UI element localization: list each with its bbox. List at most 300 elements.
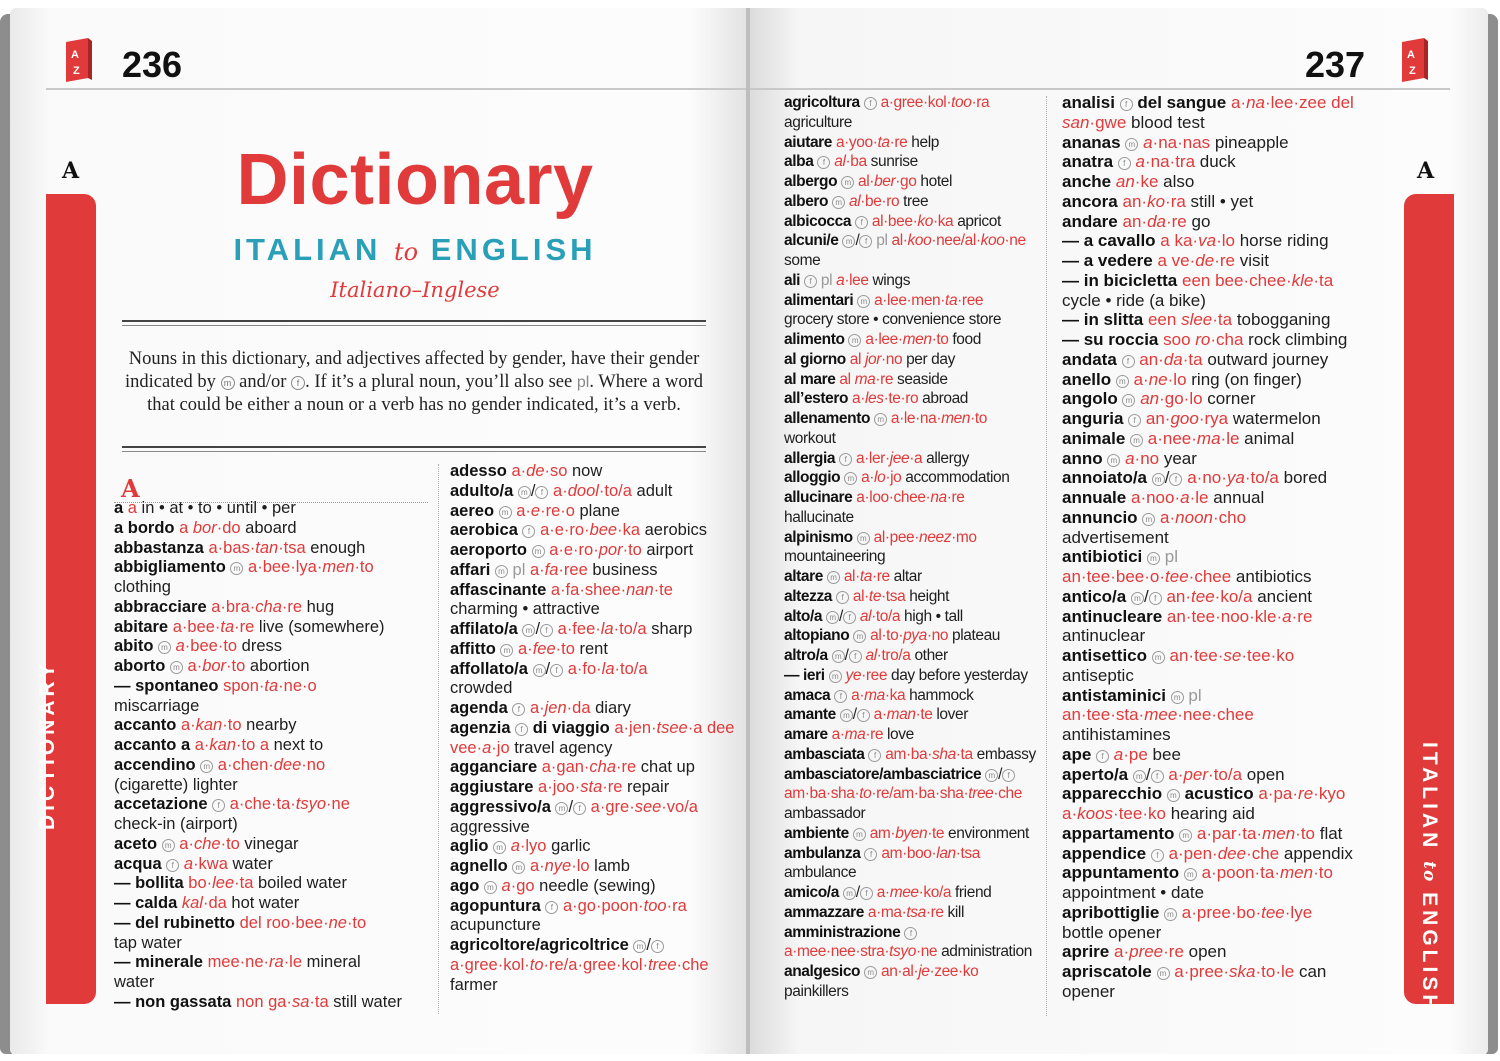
pronunciation: ·re	[1214, 251, 1235, 270]
intro-text-4: . Where a word that could be either a noun or a verb has no gender indicated, it’s a verb.	[147, 371, 704, 415]
headword: abbigliamento	[114, 558, 226, 577]
pronunciation: a·	[851, 390, 865, 408]
pronunciation-stress: kle	[1291, 270, 1314, 290]
gender-badge: f	[1118, 157, 1131, 170]
entry-line	[114, 736, 434, 756]
pronunciation: ·so	[544, 462, 568, 480]
pronunciation-stress: kan	[195, 716, 223, 735]
pronunciation: ·jo	[491, 738, 510, 757]
gender-badge: m	[874, 413, 887, 426]
dictionary-column	[114, 499, 434, 1013]
gender-badge: f	[857, 709, 870, 722]
pronunciation: ·re	[234, 617, 255, 636]
pronunciation: a·	[1230, 93, 1247, 112]
pronunciation: an·	[1166, 586, 1192, 606]
entry-line	[1062, 745, 1392, 765]
entry-line	[1062, 824, 1392, 844]
pronunciation-stress: mee	[889, 884, 919, 901]
pronunciation-stress: a	[510, 837, 520, 856]
pronunciation: a·e·ro·	[549, 541, 599, 559]
pronunciation: ·ka	[932, 212, 954, 230]
entry-line	[1062, 291, 1392, 311]
pronunciation: ·to/a	[614, 659, 648, 678]
entry-text: duck	[1195, 152, 1236, 172]
gender-badge: m	[633, 940, 646, 953]
pronunciation-stress: sa	[291, 992, 310, 1011]
pronunciation: an·al·	[880, 963, 919, 980]
entry-text: high • tall	[900, 607, 963, 625]
gender-badge: f	[1151, 849, 1164, 862]
pronunciation-stress: a	[1282, 606, 1292, 626]
pronunciation: an·	[1122, 191, 1148, 211]
entry-line	[1062, 310, 1392, 330]
pronunciation: een	[1147, 310, 1182, 330]
entry-line	[784, 133, 1044, 153]
headword: abito	[114, 637, 154, 656]
entry-line	[450, 600, 730, 620]
pronunciation: ·ko/a	[1214, 586, 1253, 606]
pronunciation: a·e·ro·	[540, 521, 590, 540]
entry-line	[450, 640, 730, 660]
entry-line	[450, 798, 730, 818]
pronunciation: ·to·le	[1255, 962, 1295, 981]
headword: — calda	[114, 894, 178, 912]
gender-badge: f	[1128, 414, 1141, 427]
pronunciation: del roo·bee·	[239, 913, 329, 932]
pronunciation: al	[839, 370, 855, 388]
headword: — non gassata	[114, 992, 232, 1011]
pronunciation: a ka·	[1160, 231, 1199, 251]
pronunciation: vee·	[450, 738, 483, 757]
entry-line	[784, 646, 1044, 666]
pronunciation: ·to	[555, 639, 575, 658]
pronunciation: al	[849, 350, 865, 368]
gender-badge: m	[1167, 789, 1180, 802]
thumb-tab-italian-to-english	[1404, 194, 1454, 1014]
entry-text: hug	[302, 597, 335, 616]
pronunciation: ·ne	[326, 795, 350, 814]
gender-badge: m	[162, 839, 175, 852]
entry-text: kill	[943, 903, 965, 921]
headword: all’estero	[784, 390, 849, 408]
headword: aereo	[450, 501, 495, 520]
gender-badge: m	[1184, 868, 1197, 881]
pronunciation: ·bee·to	[184, 637, 238, 656]
gender-badge: m	[832, 650, 845, 663]
pronunciation: am·	[869, 824, 896, 842]
entry-line	[784, 113, 1044, 133]
headword: affitto	[450, 639, 496, 658]
pronunciation: ·ree	[861, 666, 888, 684]
entry-text: cycle • ride (a bike)	[1062, 290, 1206, 310]
gender-badge: f	[1151, 770, 1164, 783]
headword: aiutare	[784, 133, 833, 151]
pronunciation: ·to/a	[613, 620, 647, 638]
pronunciation: ·to a	[236, 736, 270, 754]
pronunciation-stress: too	[643, 896, 667, 915]
headword: alba	[784, 153, 814, 171]
pronunciation: ·re	[1163, 942, 1184, 962]
pronunciation-stress: jen	[544, 699, 567, 717]
gender-badge: m	[200, 760, 213, 773]
pronunciation: ·ne	[915, 943, 938, 961]
pronunciation: ·ba	[845, 153, 867, 171]
entry-line	[1062, 923, 1392, 943]
pronunciation: ·na·tra	[1144, 152, 1196, 172]
entry-line	[1062, 883, 1392, 903]
entry-line	[784, 330, 1044, 350]
headword: accetazione	[114, 795, 208, 814]
entry-line	[114, 637, 434, 657]
subtitle-to-word: to	[394, 238, 419, 266]
gender-badge: m	[985, 769, 998, 782]
pronunciation: ·lyo	[519, 837, 547, 856]
dictionary-column	[450, 462, 735, 995]
entry-text: /	[1143, 586, 1149, 606]
pronunciation-stress: sta	[580, 778, 603, 796]
pronunciation: ·re	[865, 726, 884, 743]
entry-text: antihistamines	[1062, 725, 1171, 744]
column-divider	[438, 464, 439, 1014]
pronunciation: ·to/a	[871, 607, 901, 625]
pronunciation-stress: to	[529, 955, 544, 974]
pronunciation: a·ler·	[855, 449, 890, 467]
headword: abbracciare	[114, 597, 207, 616]
headword: aglio	[450, 837, 489, 856]
headword: appuntamento	[1062, 863, 1180, 883]
pronunciation: ·re·o	[540, 501, 575, 520]
pronunciation: ·to/a	[598, 481, 632, 500]
pronunciation: ·le	[1220, 428, 1240, 448]
pronunciation-stress: men	[322, 558, 355, 577]
entry-line	[450, 739, 730, 759]
entry-line	[784, 93, 1044, 113]
pronunciation-stress: noon	[1175, 507, 1213, 527]
pronunciation: ·re/a·gree·kol·	[543, 955, 649, 974]
pronunciation: ·tro/a	[876, 647, 911, 664]
entry-text: travel agency	[509, 738, 613, 757]
entry-line	[114, 539, 434, 559]
headword: ape	[1062, 744, 1092, 764]
a-z-book-icon	[62, 36, 96, 84]
entry-line	[1062, 152, 1392, 172]
entry-text: tobogganing	[1232, 310, 1331, 330]
gender-badge: m	[522, 624, 535, 637]
pronunciation: a·	[180, 716, 196, 735]
entry-text: painkillers	[784, 982, 849, 1000]
gender-badge: m	[848, 334, 861, 347]
entry-text: /	[855, 884, 860, 901]
headword: — su roccia	[1062, 330, 1159, 349]
entry-text: now	[567, 462, 603, 480]
entry-text: love	[883, 726, 914, 743]
entry-line	[114, 953, 434, 973]
gender-badge: f	[817, 156, 830, 169]
gender-badge: m	[1142, 513, 1155, 526]
pronunciation: ·no	[880, 350, 903, 368]
thumb-tab-label: DICTIONARY	[36, 660, 59, 830]
entry-line	[784, 291, 1044, 311]
entry-text	[1147, 646, 1152, 665]
headword: albergo	[784, 173, 838, 190]
gender-badge: m	[864, 966, 877, 979]
headword: altopiano	[784, 627, 850, 645]
entry-text: nearby	[241, 716, 297, 735]
entry-line	[784, 508, 1044, 528]
entry-text: food	[948, 331, 981, 348]
pronunciation: a·	[194, 736, 210, 754]
pronunciation: an·	[1122, 211, 1148, 231]
headword: andare	[1062, 211, 1118, 231]
entry-line	[1062, 528, 1392, 548]
entry-text: dress	[237, 637, 283, 656]
headword: — spontaneo	[114, 676, 219, 695]
pronunciation: ·ra	[971, 94, 990, 111]
gender-badge: f	[515, 723, 528, 736]
headword: affilato/a	[450, 620, 518, 638]
pronunciation: ·re/am·ba·sha·	[871, 785, 969, 803]
headword: affollato/a	[450, 659, 528, 678]
pronunciation: a·gree·kol·	[880, 94, 952, 111]
letter-marker: A	[62, 158, 80, 184]
header-rule	[46, 88, 748, 90]
headword: apribottiglie	[1062, 902, 1160, 922]
entry-line	[450, 818, 730, 838]
headword: alloggio	[784, 469, 841, 487]
entry-text: /	[852, 706, 857, 724]
pronunciation: al·	[843, 568, 860, 585]
page-title: Dictionary	[236, 140, 594, 220]
entry-line	[784, 409, 1044, 429]
entry-line	[1062, 765, 1392, 785]
pronunciation-stress: dee	[273, 755, 302, 774]
entry-text: hammock	[905, 686, 974, 704]
gender-badge: m	[499, 506, 512, 519]
gender-badge: m	[826, 611, 839, 624]
entry-text: charming • attractive	[450, 600, 600, 619]
entry-line	[784, 429, 1044, 449]
pronunciation: am·ba·sha·	[784, 785, 860, 803]
gender-badge: f	[545, 901, 558, 914]
gender-badge: m	[853, 630, 866, 643]
entry-text: water	[227, 854, 273, 873]
pronunciation: a·chen·	[217, 755, 274, 774]
entry-line	[784, 212, 1044, 232]
gender-badge: m	[841, 176, 854, 189]
entry-text: antiseptic	[1062, 665, 1134, 685]
headword: allucinare	[784, 489, 853, 506]
pronunciation: a·poon·ta·	[1201, 863, 1281, 883]
headword: agenda	[450, 699, 508, 717]
headword: al mare	[784, 370, 836, 388]
entry-line	[784, 370, 1044, 390]
pronunciation: ·no	[301, 755, 326, 774]
entry-text: live (somewhere)	[254, 617, 385, 636]
gender-badge: m	[827, 571, 840, 584]
headword: appartamento	[1062, 823, 1175, 843]
entry-text: water	[114, 973, 155, 991]
tab-target-language: ENGLISH	[1418, 892, 1441, 1014]
pronunciation: a·	[876, 884, 890, 901]
pronunciation-stress: ta	[264, 676, 279, 695]
pronunciation: al·pee·	[873, 528, 920, 546]
pronunciation: a·pa·	[1258, 784, 1299, 804]
entry-line	[784, 172, 1044, 192]
entry-line	[784, 468, 1044, 488]
pronunciation-stress: ye	[845, 666, 862, 684]
entry-text: open	[1183, 942, 1227, 962]
pronunciation: ·lo	[1167, 369, 1187, 389]
entry-text: some	[784, 252, 821, 269]
entry-text	[825, 667, 829, 684]
headword: aperto/a	[1062, 764, 1129, 784]
pronunciation: a·jen·	[614, 718, 657, 737]
entry-line	[1062, 251, 1392, 271]
pronunciation-stress: les	[864, 390, 884, 408]
letter-marker: A	[1417, 158, 1435, 184]
pronunciation-stress: men	[941, 410, 971, 427]
headword: albero	[784, 192, 829, 210]
pronunciation-stress: tree	[648, 955, 677, 974]
svg-text:Z: Z	[73, 65, 80, 77]
pronunciation: a·	[529, 699, 545, 717]
pronunciation-stress: a	[1135, 152, 1145, 172]
pronunciation-stress: lee	[212, 874, 235, 893]
headword: aggiustare	[450, 778, 534, 796]
pronunciation: ·re	[946, 489, 965, 506]
entry-line	[1062, 271, 1392, 291]
headword: antisettico	[1062, 646, 1148, 665]
pronunciation-stress: la	[601, 659, 615, 678]
entry-text: airport	[641, 541, 694, 559]
pronunciation: a·	[187, 657, 203, 675]
pronunciation: ·re	[602, 778, 623, 796]
pronunciation: an·	[1145, 409, 1171, 428]
headword: allergia	[784, 449, 836, 467]
entry-line	[784, 942, 1044, 962]
entry-text: bored	[1278, 468, 1328, 488]
pronunciation: ·to	[1295, 823, 1315, 843]
entry-text: /	[530, 481, 536, 500]
tab-source-language: ITALIAN	[1418, 742, 1441, 852]
pronunciation-stress: ber	[874, 173, 896, 190]
entry-line	[784, 152, 1044, 172]
intro-text-2: and/or	[239, 371, 287, 392]
entry-text: /	[535, 620, 541, 638]
page-number: 236	[122, 44, 183, 85]
entry-line	[784, 784, 1044, 804]
pronunciation-stress: koo	[907, 232, 932, 250]
pronunciation: a·	[529, 560, 545, 579]
pronunciation-stress: tsyo	[295, 795, 327, 814]
entry-text: abortion	[245, 657, 310, 675]
headword: alto/a	[784, 607, 823, 625]
pronunciation: a·bra·	[211, 597, 256, 616]
headword: allenamento	[784, 410, 871, 427]
gender-badge: m	[518, 486, 531, 499]
intro-paragraph	[124, 348, 704, 417]
entry-text: rock climbing	[1243, 330, 1348, 349]
entry-line	[450, 620, 730, 640]
pronunciation: ·to	[226, 657, 246, 675]
entry-line	[784, 765, 1044, 785]
entry-line	[784, 626, 1044, 646]
headword: — del rubinetto	[114, 913, 235, 932]
pronunciation: a·	[1113, 942, 1130, 962]
entry-text: lamb	[589, 857, 630, 875]
pronunciation-stress: an	[1115, 172, 1135, 191]
gender-badge: m	[853, 828, 866, 841]
headword: annuncio	[1062, 507, 1138, 527]
pronunciation-stress: a	[482, 738, 492, 757]
gender-badge: m	[158, 641, 171, 654]
entry-line	[450, 581, 730, 601]
pronunciation: ·no	[926, 627, 949, 645]
pronunciation: a·	[831, 726, 845, 743]
pronunciation: a·	[861, 469, 875, 487]
pronunciation: a·gan·	[541, 758, 590, 777]
pronunciation: ·le	[283, 953, 303, 972]
pronunciation: ·ta	[1212, 310, 1233, 330]
pronunciation: ·na·nas	[1152, 132, 1211, 152]
entry-text: chat up	[636, 758, 695, 777]
entry-line	[1062, 587, 1392, 607]
entry-line	[114, 973, 434, 993]
pronunciation-stress: cha	[589, 758, 617, 777]
pronunciation: a·nee·	[1147, 428, 1197, 448]
pronunciation-stress: tsyo	[889, 943, 916, 961]
headword: albicocca	[784, 212, 852, 230]
entry-line	[1062, 646, 1392, 666]
pronunciation-stress: fee	[532, 639, 556, 658]
pronunciation-stress: an	[1140, 389, 1160, 409]
gender-badge: f	[868, 749, 881, 762]
pronunciation: al·	[858, 173, 875, 190]
pronunciation: ·lye	[1284, 902, 1313, 922]
entry-text: aggressive	[450, 817, 530, 836]
gender-badge: f	[1002, 769, 1015, 782]
pronunciation-stress: see	[634, 797, 662, 816]
pronunciation: ·ra	[1165, 191, 1186, 211]
pronunciation: ·cho	[1212, 507, 1247, 527]
entry-line	[784, 310, 1044, 330]
entry-line	[450, 976, 730, 996]
entry-text: tap water	[114, 933, 182, 952]
entry-text: /	[1164, 468, 1170, 488]
entry-text: help	[907, 133, 940, 151]
pronunciation-stress: pree	[1129, 942, 1164, 962]
headword: amaca	[784, 686, 831, 704]
divider-rule	[122, 446, 706, 452]
pronunciation-stress: man	[886, 706, 916, 724]
pronunciation-stress: ska	[1229, 962, 1256, 981]
pronunciation: ·cha	[1210, 330, 1244, 349]
pronunciation: ·ree	[558, 560, 588, 579]
pronunciation: ·le	[1189, 488, 1209, 507]
gender-badge: m	[532, 545, 545, 558]
pronunciation: ·lee·zee del	[1264, 93, 1354, 112]
plural-marker: pl	[1164, 547, 1178, 567]
header-rule	[750, 88, 1450, 90]
pronunciation: a·pree·	[1174, 962, 1230, 981]
pronunciation: a·	[518, 639, 533, 658]
entry-text: antinuclear	[1062, 626, 1146, 646]
entry-text	[1147, 468, 1152, 487]
entry-text	[1128, 765, 1133, 784]
pronunciation: am·boo·	[881, 844, 937, 862]
pronunciation: a·yoo·	[835, 133, 878, 151]
pronunciation-stress: na	[1246, 93, 1265, 112]
